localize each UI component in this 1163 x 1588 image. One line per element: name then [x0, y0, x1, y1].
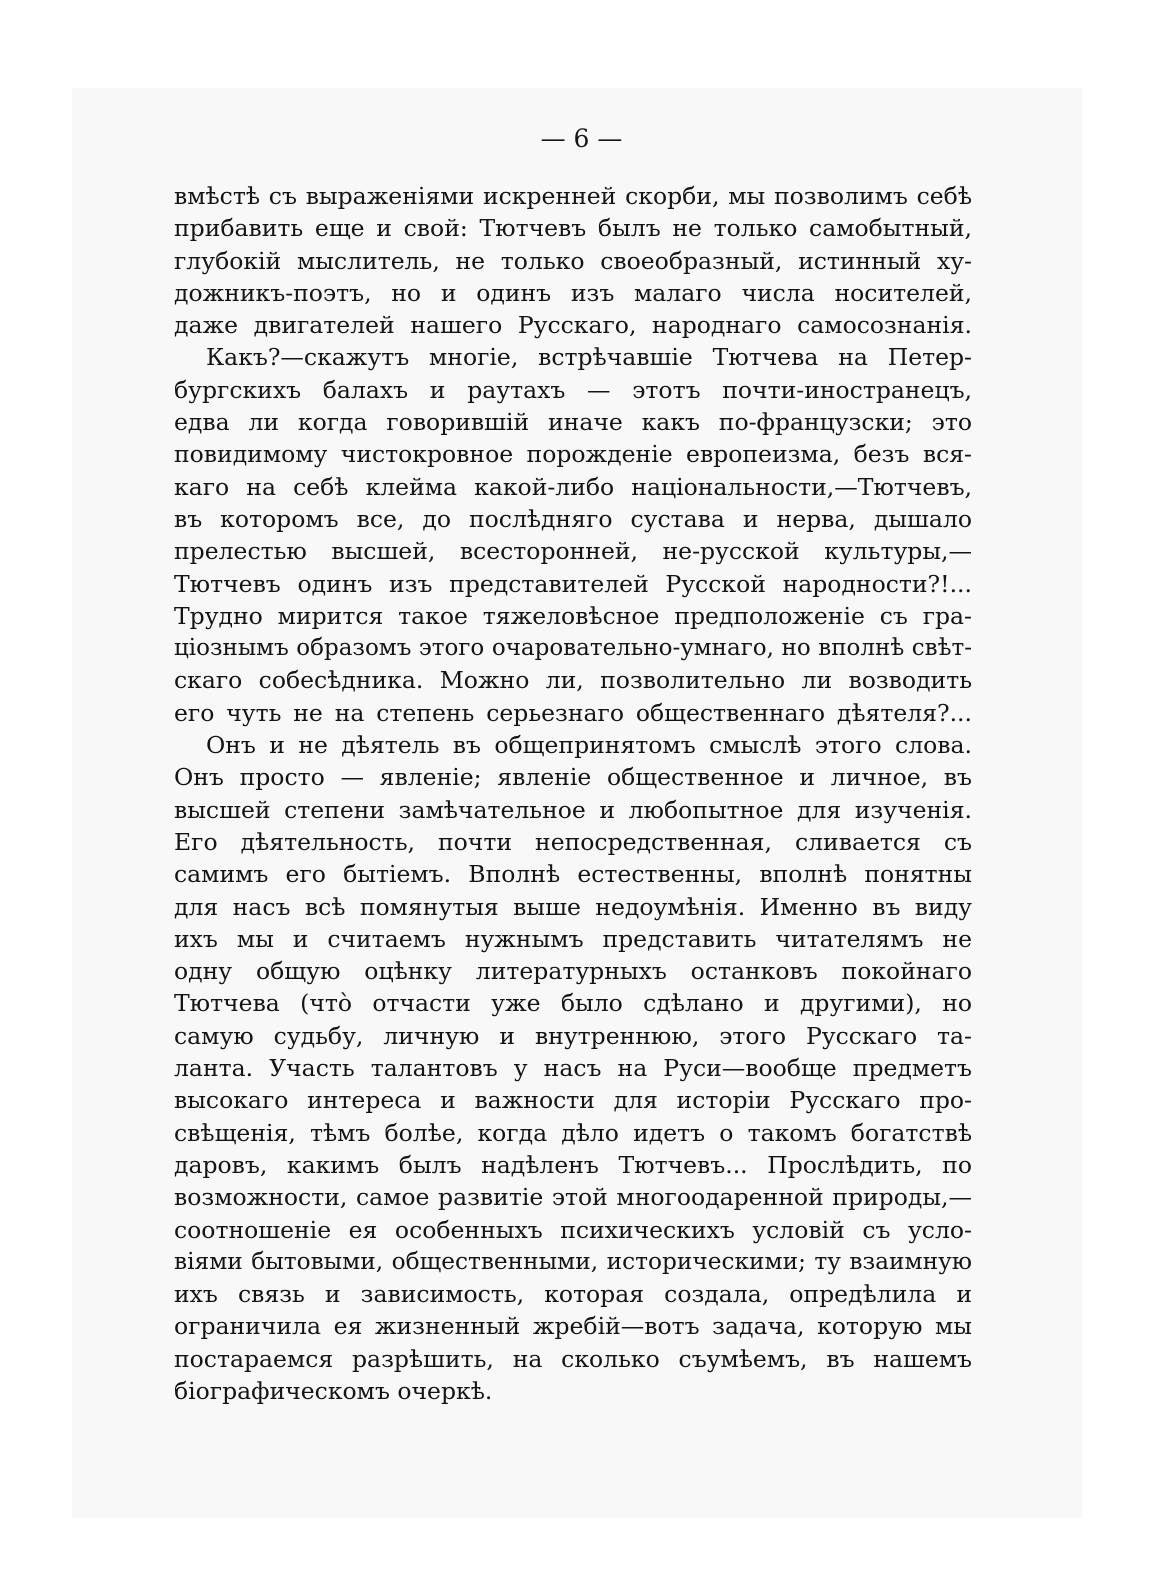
text-line: самую судьбу, личную и внутреннюю, этого Русскаго та- [174, 1021, 972, 1050]
text-line: ланта. Участь талантовъ у насъ на Руси—вообще предметъ [174, 1054, 972, 1083]
paragraph-first-line: Онъ и не дѣятель въ общепринятомъ смыслѣ этого слова. [206, 731, 972, 760]
text-line: повидимому чистокровное порожденіе европеизма, безъ вся- [174, 440, 972, 469]
text-line: ограничила ея жизненный жребій—вотъ задача, которую мы [174, 1312, 972, 1341]
text-line: одну общую оцѣнку литературныхъ останковъ покойнаго [174, 957, 972, 986]
text-line: бургскихъ балахъ и раутахъ — этотъ почти-иностранецъ, [174, 375, 972, 404]
text-line: дожникъ-поэтъ, но и одинъ изъ малаго числа носителей, [174, 278, 972, 307]
text-line: прибавить еще и свой: Тютчевъ былъ не только самобытный, [174, 214, 972, 243]
text-line: ихъ связь и зависимость, которая создала, опредѣлила и [174, 1280, 972, 1309]
text-line: его чуть не на степень серьезнаго общественнаго дѣятеля?... [174, 698, 972, 727]
text-line: глубокій мыслитель, не только своеобразный, истинный ху- [174, 246, 972, 275]
text-line: высокаго интереса и важности для исторіи Русскаго про- [174, 1086, 972, 1115]
text-line: ціознымъ образомъ этого очаровательно-умнаго, но вполнѣ свѣт- [174, 635, 972, 662]
paragraph-last-line: біографическомъ очеркѣ. [174, 1376, 493, 1405]
text-line: Тютчевъ одинъ изъ представителей Русской народности?!... [174, 569, 972, 598]
text-line: Онъ просто — явленіе; явленіе общественное и личное, въ [174, 763, 972, 792]
text-line: прелестью высшей, всесторонней, не-русской культуры,— [174, 537, 972, 566]
text-line: Тютчева (что̀ отчасти уже было сдѣлано и другими), но [174, 989, 972, 1018]
text-line: соотношеніе ея особенныхъ психическихъ условій съ усло- [174, 1215, 972, 1244]
text-line: Трудно мирится такое тяжеловѣсное предположеніе съ гра- [174, 601, 972, 630]
text-line: віями бытовыми, общественными, историческими; ту взаимную [174, 1247, 972, 1275]
text-line: въ которомъ все, до послѣдняго сустава и нерва, дышало [174, 504, 972, 533]
text-line: скаго собесѣдника. Можно ли, позволительно ли возводить [174, 666, 972, 695]
text-line: даже двигателей нашего Русскаго, народнаго самосознанія. [174, 311, 972, 340]
text-line: Его дѣятельность, почти непосредственная, сливается съ [174, 827, 972, 856]
text-line: возможности, самое развитіе этой многоодаренной природы,— [174, 1183, 972, 1212]
text-line: самимъ его бытіемъ. Вполнѣ естественны, вполнѣ понятны [174, 860, 972, 889]
text-line: постараемся разрѣшить, на сколько съумѣемъ, въ нашемъ [174, 1344, 972, 1373]
text-line: каго на себѣ клейма какой-либо національности,—Тютчевъ, [174, 472, 972, 501]
body-text [174, 180, 972, 1407]
text-line: ихъ мы и считаемъ нужнымъ представить читателямъ не [174, 924, 972, 953]
text-line: свѣщенія, тѣмъ болѣе, когда дѣло идетъ о такомъ богатствѣ [174, 1118, 972, 1147]
text-line: даровъ, какимъ былъ надѣленъ Тютчевъ... Прослѣдить, по [174, 1150, 972, 1179]
text-line: вмѣстѣ съ выраженіями искренней скорби, мы позволимъ себѣ [174, 182, 972, 210]
text-line: едва ли когда говорившій иначе какъ по-французски; это [174, 408, 972, 437]
text-line: для насъ всѣ помянутыя выше недоумѣнія. Именно въ виду [174, 892, 972, 921]
text-line: высшей степени замѣчательное и любопытное для изученія. [174, 795, 972, 824]
paragraph-first-line: Какъ?—скажутъ многіе, встрѣчавшіе Тютчева на Петер- [206, 343, 972, 372]
page-number: — 6 — [540, 124, 623, 153]
